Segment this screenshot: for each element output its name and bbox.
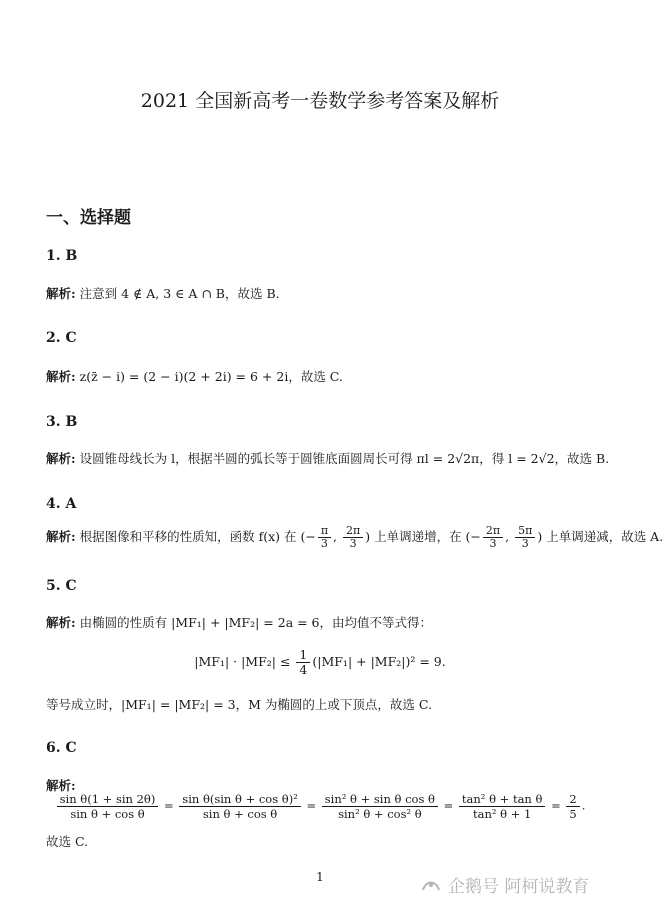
page-title: 2021 全国新高考一卷数学参考答案及解析 — [140, 90, 500, 112]
solution-text: ) 上单调递增，在 (− — [365, 529, 481, 544]
question-1-number: 1. B — [46, 248, 78, 264]
fraction — [459, 792, 545, 821]
question-5-solution — [46, 613, 432, 631]
denominator: 5 — [569, 807, 577, 821]
fraction — [566, 792, 579, 821]
numerator: 2π — [483, 525, 503, 538]
denominator: 3 — [489, 537, 497, 550]
solution-text: z(z̄ − i) = (2 − i)(2 + 2i) = 6 + 2i，故选 C. — [79, 369, 343, 384]
period: . — [581, 798, 586, 813]
denominator: sin² θ + cos² θ — [338, 807, 422, 821]
section-heading: 一、选择题 — [46, 208, 131, 228]
solution-text: , — [333, 529, 341, 544]
solution-label: 解析: — [46, 529, 76, 544]
question-6-number: 6. C — [46, 740, 77, 756]
numerator: 5π — [515, 525, 535, 538]
fraction — [179, 792, 301, 821]
question-3-solution — [46, 449, 609, 467]
question-3-number: 3. B — [46, 414, 78, 430]
solution-text: 根据图像和平移的性质知，函数 f(x) 在 (− — [79, 529, 316, 544]
numerator: π — [318, 525, 331, 538]
display-equation — [0, 648, 640, 677]
equals-sign: = — [306, 798, 317, 813]
denominator: 3 — [349, 537, 357, 550]
question-4-number: 4. A — [46, 496, 77, 512]
fraction — [343, 525, 363, 550]
equation-text: (|MF₁| + |MF₂|)² = 9. — [312, 654, 446, 669]
fraction — [322, 792, 438, 821]
equals-sign: = — [551, 798, 561, 813]
question-5-number: 5. C — [46, 578, 77, 594]
display-equation — [0, 792, 640, 821]
solution-label: 解析: — [46, 451, 76, 466]
fraction — [57, 792, 159, 821]
denominator: sin θ + cos θ — [202, 807, 278, 821]
equation-text: |MF₁| · |MF₂| ≤ — [194, 654, 295, 669]
fraction — [483, 525, 503, 550]
solution-label: 解析: — [46, 369, 76, 384]
question-2-solution — [46, 367, 343, 385]
solution-text: ) 上单调递减，故选 A. — [537, 529, 663, 544]
page-number: 1 — [316, 870, 324, 884]
numerator: 1 — [296, 648, 310, 663]
question-6-conclusion: 故选 C. — [46, 834, 89, 849]
numerator: sin θ(sin θ + cos θ)² — [179, 792, 301, 807]
solution-label: 解析: — [46, 286, 76, 301]
denominator: 4 — [299, 662, 308, 677]
numerator: sin² θ + sin θ cos θ — [322, 792, 438, 807]
question-4-solution — [46, 525, 663, 550]
denominator: tan² θ + 1 — [472, 807, 532, 821]
watermark — [420, 872, 589, 897]
question-1-solution — [46, 284, 280, 302]
numerator: tan² θ + tan θ — [459, 792, 545, 807]
numerator: 2π — [343, 525, 363, 538]
fraction — [296, 648, 310, 677]
denominator: sin θ + cos θ — [70, 807, 145, 821]
solution-text: 注意到 4 ∉ A, 3 ∈ A ∩ B，故选 B. — [79, 286, 280, 301]
solution-label: 解析: — [46, 615, 76, 630]
solution-text: 由椭圆的性质有 |MF₁| + |MF₂| = 2a = 6，由均值不等式得： — [79, 615, 433, 630]
denominator: 3 — [320, 537, 328, 550]
penguin-logo-icon — [420, 876, 442, 894]
watermark-text: 企鹅号 阿柯说教育 — [448, 877, 590, 897]
equals-sign: = — [443, 798, 454, 813]
question-2-number: 2. C — [46, 330, 77, 346]
question-5-conclusion: 等号成立时，|MF₁| = |MF₂| = 3，M 为椭圆的上或下顶点，故选 C. — [46, 697, 432, 712]
numerator: 2 — [566, 792, 579, 807]
solution-text: , — [505, 529, 514, 544]
fraction — [318, 525, 331, 550]
fraction — [515, 525, 535, 550]
solution-text: 设圆锥母线长为 l，根据半圆的弧长等于圆锥底面圆周长可得 πl = 2√2π，得 l = 2√2，故选 B. — [79, 451, 610, 466]
numerator: sin θ(1 + sin 2θ) — [57, 792, 159, 807]
solution-label: 解析: — [46, 778, 76, 793]
equals-sign: = — [164, 798, 174, 813]
denominator: 3 — [521, 537, 529, 550]
